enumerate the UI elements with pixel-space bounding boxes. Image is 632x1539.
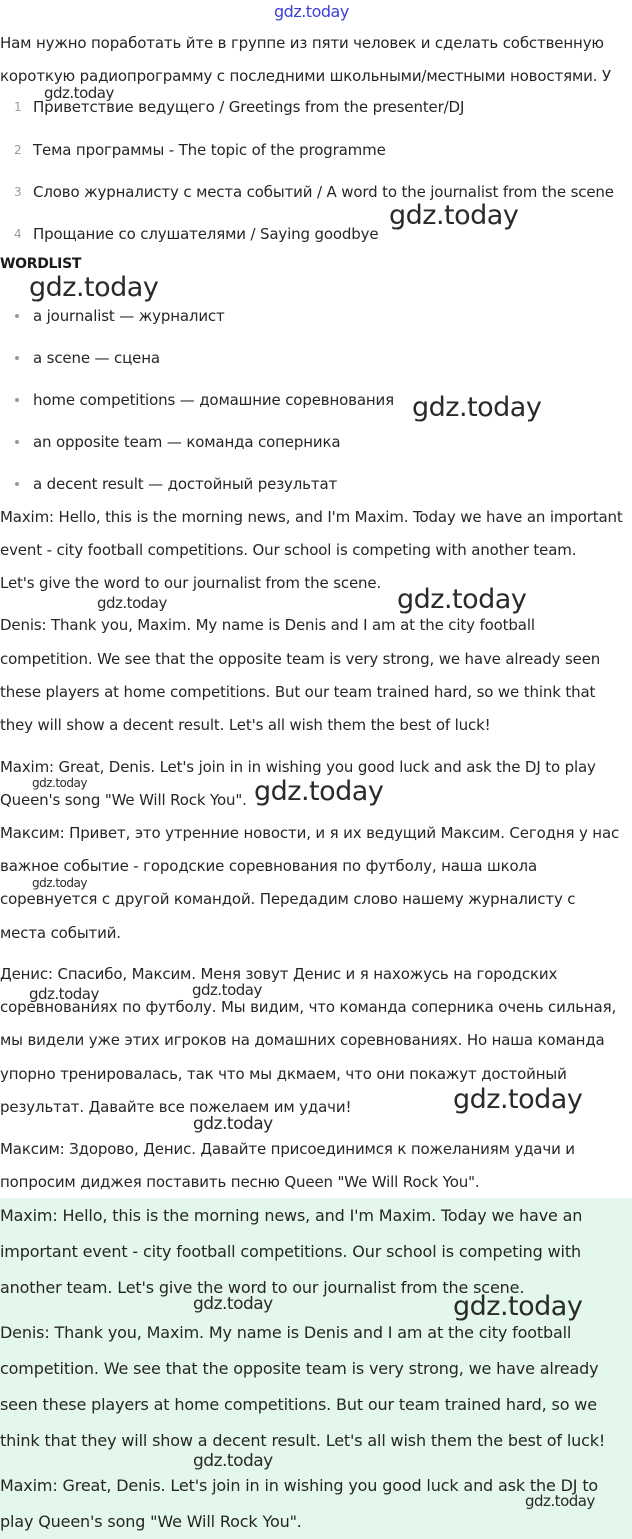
dialogue-line: event - city football competitions. Our school is competing with another team. (0, 541, 577, 559)
watermark: gdz.today (44, 84, 114, 102)
wordlist-item: a decent result — достойный результат (33, 475, 338, 493)
wordlist-item: a scene — сцена (33, 349, 160, 367)
bullet-icon (15, 356, 19, 360)
dialogue-line: competition. We see that the opposite team is very strong, we have already seen (0, 650, 601, 668)
dialogue-line: Денис: Спасибо, Максим. Меня зовут Денис и я нахожусь на городских (0, 965, 558, 983)
dialogue-line: play Queen's song "We Will Rock You". (0, 1512, 302, 1531)
dialogue-line: соревнуется с другой командой. Передадим слово нашему журналисту с (0, 890, 576, 908)
watermark: gdz.today (193, 1451, 273, 1471)
wordlist-heading: WORDLIST (0, 256, 82, 272)
dialogue-line: Maxim: Great, Denis. Let's join in in wishing you good luck and ask the DJ to (0, 1476, 599, 1495)
watermark: gdz.today (412, 392, 542, 423)
dialogue-line: попросим диджея поставить песню Queen "We Will Rock You". (0, 1173, 480, 1191)
dialogue-line: Let's give the word to our journalist from the scene. (0, 574, 382, 592)
dialogue-line: important event - city football competitions. Our school is competing with (0, 1242, 581, 1261)
wordlist-item: home competitions — домашние соревнования (33, 391, 395, 409)
dialogue-line: результат. Давайте все пожелаем им удачи! (0, 1098, 352, 1116)
dialogue-line: they will show a decent result. Let's all wish them the best of luck! (0, 716, 491, 734)
intro-line-2: короткую радиопрограмму с последними школьными/местными новостями. У (0, 67, 611, 85)
dialogue-line: места событий. (0, 924, 121, 942)
dialogue-line: these players at home competitions. But our team trained hard, so we think that (0, 683, 596, 701)
dialogue-line: Denis: Thank you, Maxim. My name is Denis and I am at the city football (0, 616, 535, 634)
watermark: gdz.today (192, 981, 262, 999)
watermark: gdz.today (32, 876, 87, 890)
dialogue-line: Queen's song "We Will Rock You". (0, 791, 247, 809)
watermark: gdz.today (193, 1114, 273, 1134)
dialogue-line: мы видели уже этих игроков на домашних соревнованиях. Но наша команда (0, 1031, 605, 1049)
plan-item-number: 3 (14, 185, 22, 199)
watermark: gdz.today (254, 776, 384, 807)
dialogue-line: упорно тренировалась, так что мы дкмаем, что они покажут достойный (0, 1065, 567, 1083)
watermark: gdz.today (193, 1294, 273, 1314)
plan-item-number: 1 (14, 100, 22, 114)
bullet-icon (15, 314, 19, 318)
bullet-icon (15, 482, 19, 486)
watermark: gdz.today (29, 985, 99, 1003)
watermark: gdz.today (29, 272, 159, 303)
site-logo[interactable]: gdz.today (274, 2, 349, 21)
dialogue-line: важное событие - городские соревнования по футболу, наша школа (0, 857, 538, 875)
plan-item-text: Тема программы - The topic of the programme (33, 141, 386, 159)
dialogue-line: Максим: Привет, это утренние новости, и я их ведущий Максим. Сегодня у нас (0, 824, 620, 842)
dialogue-line: Denis: Thank you, Maxim. My name is Denis and I am at the city football (0, 1323, 572, 1342)
dialogue-line: another team. Let's give the word to our journalist from the scene. (0, 1278, 525, 1297)
dialogue-line: соревнованиях по футболу. Мы видим, что команда соперника очень сильная, (0, 998, 617, 1016)
intro-line-1: Нам нужно поработать йте в группе из пяти человек и сделать собственную (0, 34, 604, 52)
bullet-icon (15, 440, 19, 444)
plan-item-number: 4 (14, 227, 22, 241)
watermark: gdz.today (525, 1492, 595, 1510)
watermark: gdz.today (453, 1084, 583, 1115)
wordlist-item: an opposite team — команда соперника (33, 433, 341, 451)
dialogue-line: competition. We see that the opposite team is very strong, we have already (0, 1359, 599, 1378)
dialogue-line: seen these players at home competitions. But our team trained hard, so we (0, 1395, 597, 1414)
dialogue-line: Maxim: Hello, this is the morning news, and I'm Maxim. Today we have an (0, 1206, 583, 1225)
wordlist-item: a journalist — журналист (33, 307, 225, 325)
plan-item-text: Прощание со слушателями / Saying goodbye (33, 225, 379, 243)
dialogue-line: think that they will show a decent result. Let's all wish them the best of luck! (0, 1431, 606, 1450)
plan-item-text: Приветствие ведущего / Greetings from the presenter/DJ (33, 98, 465, 116)
dialogue-line: Максим: Здорово, Денис. Давайте присоединимся к пожеланиям удачи и (0, 1140, 575, 1158)
watermark: gdz.today (453, 1291, 583, 1322)
plan-item-text: Слово журналисту с места событий / A word to the journalist from the scene (33, 183, 614, 201)
plan-item-number: 2 (14, 143, 22, 157)
watermark: gdz.today (32, 776, 87, 790)
bullet-icon (15, 398, 19, 402)
dialogue-line: Maxim: Hello, this is the morning news, and I'm Maxim. Today we have an important (0, 508, 623, 526)
watermark: gdz.today (389, 200, 519, 231)
dialogue-line: Maxim: Great, Denis. Let's join in in wishing you good luck and ask the DJ to play (0, 758, 596, 776)
watermark: gdz.today (397, 584, 527, 615)
watermark: gdz.today (97, 594, 167, 612)
